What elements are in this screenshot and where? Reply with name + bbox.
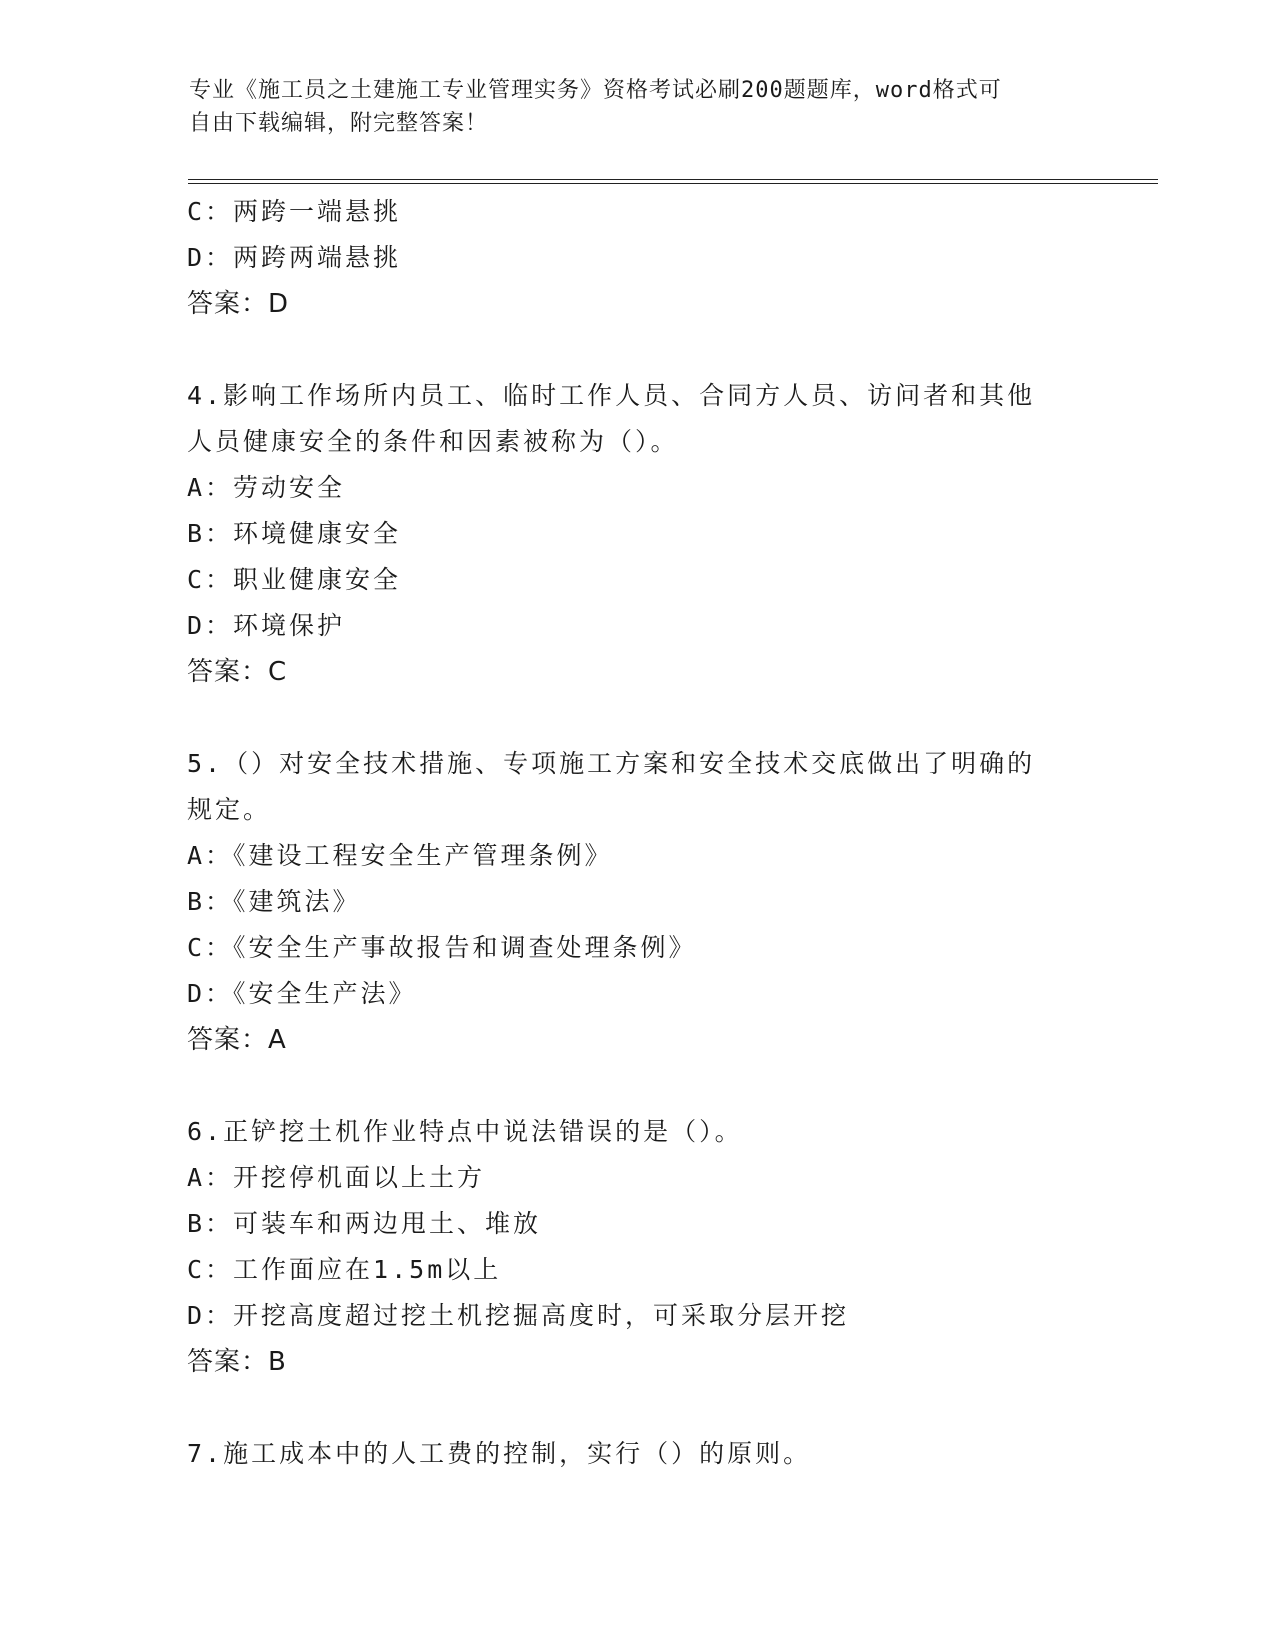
- option-b: B：可装车和两边甩土、堆放: [187, 1209, 542, 1238]
- answer-line: 答案：C: [187, 657, 288, 687]
- spacer: [187, 327, 1087, 373]
- question-list: [187, 189, 1087, 1477]
- option-c: C：职业健康安全: [187, 565, 402, 594]
- option-c: C：《安全生产事故报告和调查处理条例》: [187, 933, 697, 962]
- question-stem: 5.（）对安全技术措施、专项施工方案和安全技术交底做出了明确的: [187, 749, 1036, 778]
- answer-line: 答案：B: [187, 1347, 287, 1377]
- document-header: [189, 74, 1069, 140]
- header-title-line-1: 专业《施工员之土建施工专业管理实务》资格考试必刷200题题库，word格式可: [189, 78, 1002, 103]
- answer-line: 答案：A: [187, 1025, 287, 1055]
- answer-line: 答案：D: [187, 289, 290, 319]
- question-6: [187, 1109, 1087, 1385]
- header-divider: [188, 179, 1158, 184]
- option-d: D：开挖高度超过挖土机挖掘高度时，可采取分层开挖: [187, 1301, 850, 1330]
- question-5: [187, 741, 1087, 1063]
- spacer: [187, 695, 1087, 741]
- question-stem: 7.施工成本中的人工费的控制，实行（）的原则。: [187, 1439, 812, 1468]
- option-c: C：工作面应在1.5m以上: [187, 1255, 502, 1284]
- question-stem-continued: 规定。: [187, 795, 272, 824]
- option-b: B：环境健康安全: [187, 519, 402, 548]
- option-a: A：开挖停机面以上土方: [187, 1163, 486, 1192]
- question-stem: 4.影响工作场所内员工、临时工作人员、合同方人员、访问者和其他: [187, 381, 1036, 410]
- question-stem-continued: 人员健康安全的条件和因素被称为（）。: [187, 427, 679, 456]
- option-b: B：《建筑法》: [187, 887, 361, 916]
- option-d: D：两跨两端悬挑: [187, 243, 402, 272]
- option-c: C：两跨一端悬挑: [187, 197, 402, 226]
- option-d: D：环境保护: [187, 611, 346, 640]
- question-stem: 6.正铲挖土机作业特点中说法错误的是（）。: [187, 1117, 743, 1146]
- spacer: [187, 1063, 1087, 1109]
- question-3-continued: [187, 189, 1087, 327]
- option-a: A：《建设工程安全生产管理条例》: [187, 841, 613, 870]
- option-d: D：《安全生产法》: [187, 979, 417, 1008]
- question-4: [187, 373, 1087, 695]
- option-a: A：劳动安全: [187, 473, 346, 502]
- header-title-line-2: 自由下载编辑，附完整答案！: [189, 111, 489, 136]
- spacer: [187, 1385, 1087, 1431]
- question-7: [187, 1431, 1087, 1477]
